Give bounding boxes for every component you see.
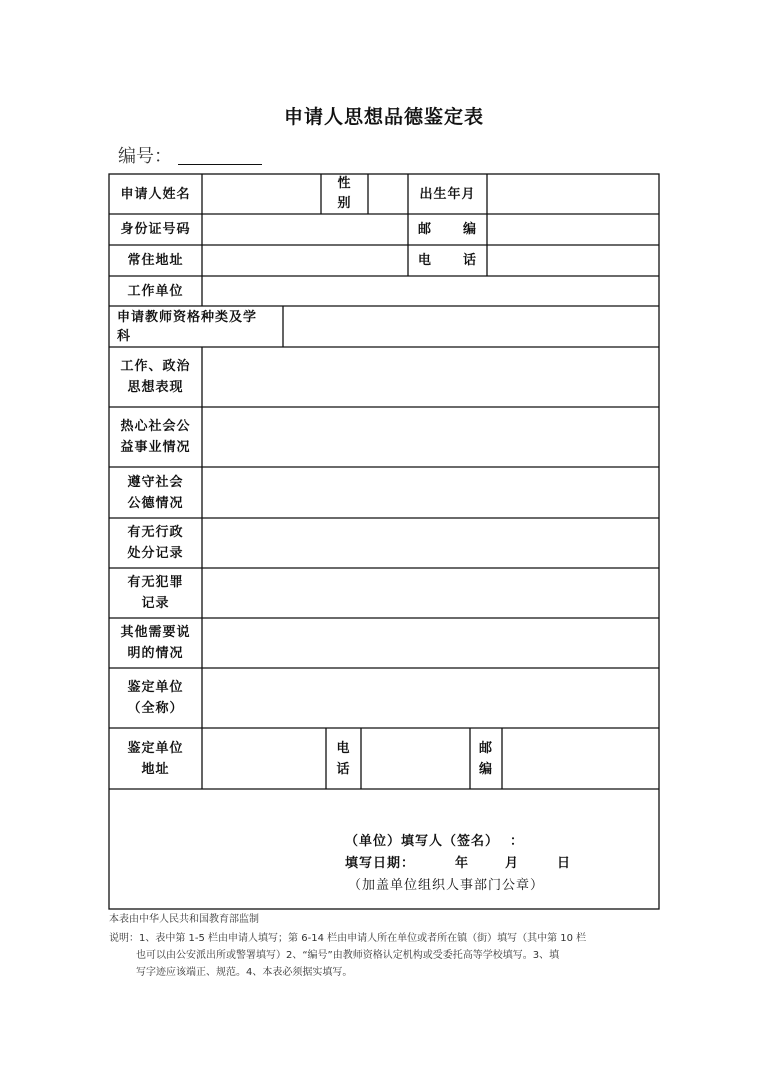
politics-label-line1: 工作、政治: [120, 359, 191, 374]
instructions-line-3: 写字迹应该端正、规范。4、本表必须据实填写。: [136, 967, 353, 978]
unit-phone-label-line2: 话: [336, 761, 351, 777]
unit-postcode-field[interactable]: [502, 728, 659, 789]
appraisal-unit-field[interactable]: [202, 668, 659, 728]
unit-address-label-line2: 地址: [141, 761, 170, 777]
postcode-label-char2: 编: [462, 222, 477, 237]
appraisal-unit-label-line1: 鉴定单位: [127, 680, 184, 695]
other-info-label-line1: 其他需要说: [120, 625, 191, 640]
unit-address-label: [109, 728, 202, 789]
welfare-label-line2: 益事业情况: [120, 440, 191, 455]
other-info-label-line2: 明的情况: [127, 646, 184, 661]
gender-label: [321, 174, 368, 214]
address-label: 常住地址: [127, 253, 184, 268]
unit-postcode-label-line1: 邮: [478, 740, 493, 756]
criminal-record-label: [109, 568, 202, 618]
work-unit-label: 工作单位: [127, 283, 184, 299]
admin-penalty-label-line1: 有无行政: [127, 525, 184, 540]
form-title: 申请人思想品德鉴定表: [283, 106, 484, 128]
gender-field[interactable]: [368, 174, 408, 214]
birth-field[interactable]: [487, 174, 659, 214]
id-number-field[interactable]: [202, 214, 408, 245]
filler-signature-label: （单位）填写人（签名） ：: [345, 834, 525, 849]
qualification-field[interactable]: [283, 306, 659, 347]
phone-label: [408, 245, 487, 276]
gender-label-line2: 别: [337, 196, 352, 211]
serial-number-label: 编号：: [118, 146, 172, 167]
instructions-line-1: 说明：1、表中第 1-5 栏由申请人填写；第 6-14 栏由申请人所在单位或者所在镇（街）填写（其中第 10 栏: [109, 933, 587, 944]
id-number-label: 身份证号码: [120, 222, 191, 237]
phone-field[interactable]: [487, 245, 659, 276]
admin-penalty-label-line2: 处分记录: [127, 546, 184, 561]
criminal-record-field[interactable]: [202, 568, 659, 618]
other-info-label: [109, 618, 202, 668]
fill-date-label: 填写日期：: [345, 856, 416, 871]
birth-label: 出生年月: [419, 186, 476, 202]
date-year-label: 年: [455, 856, 470, 871]
unit-phone-field[interactable]: [361, 728, 470, 789]
postcode-field[interactable]: [487, 214, 659, 245]
date-day-label: 日: [557, 856, 572, 871]
name-label: 申请人姓名: [120, 186, 191, 202]
criminal-record-label-line1: 有无犯罪: [127, 575, 184, 590]
appraisal-unit-label: [109, 668, 202, 728]
ethics-label: [109, 467, 202, 518]
politics-field[interactable]: [202, 347, 659, 407]
instructions-line-2: 也可以由公安派出所或警署填写）2、“编号”由教师资格认定机构或受委托高等学校填写。3、填: [136, 950, 560, 961]
work-unit-field[interactable]: [202, 276, 659, 306]
postcode-label: [408, 214, 487, 245]
gender-label-line1: 性: [337, 176, 352, 191]
qualification-label-line2: 科: [117, 328, 132, 344]
other-info-field[interactable]: [202, 618, 659, 668]
welfare-field[interactable]: [202, 407, 659, 467]
unit-phone-label-line1: 电: [336, 740, 351, 756]
welfare-label-line1: 热心社会公: [120, 419, 191, 434]
ethics-label-line2: 公德情况: [127, 495, 184, 511]
address-field[interactable]: [202, 245, 408, 276]
admin-penalty-field[interactable]: [202, 518, 659, 568]
admin-penalty-label: [109, 518, 202, 568]
supervised-note: 本表由中华人民共和国教育部监制: [109, 914, 259, 925]
ethics-label-line1: 遵守社会: [127, 474, 184, 490]
postcode-label-char1: 邮: [418, 222, 433, 237]
politics-label: [109, 347, 202, 407]
unit-address-field[interactable]: [202, 728, 326, 789]
unit-postcode-label-line2: 编: [478, 761, 493, 777]
phone-label-char1: 电: [418, 253, 433, 268]
seal-note: （加盖单位组织人事部门公章）: [348, 878, 545, 893]
welfare-label: [109, 407, 202, 467]
qualification-label: [109, 306, 283, 347]
unit-address-label-line1: 鉴定单位: [127, 740, 184, 756]
criminal-record-label-line2: 记录: [141, 596, 170, 611]
phone-label-char2: 话: [462, 253, 477, 268]
unit-phone-label: [326, 728, 361, 789]
politics-label-line2: 思想表现: [127, 380, 184, 395]
ethics-field[interactable]: [202, 467, 659, 518]
name-field[interactable]: [202, 174, 321, 214]
appraisal-unit-label-line2: （全称）: [127, 701, 184, 716]
date-month-label: 月: [505, 856, 520, 871]
qualification-label-line1: 申请教师资格种类及学: [117, 309, 258, 325]
unit-postcode-label: [470, 728, 502, 789]
